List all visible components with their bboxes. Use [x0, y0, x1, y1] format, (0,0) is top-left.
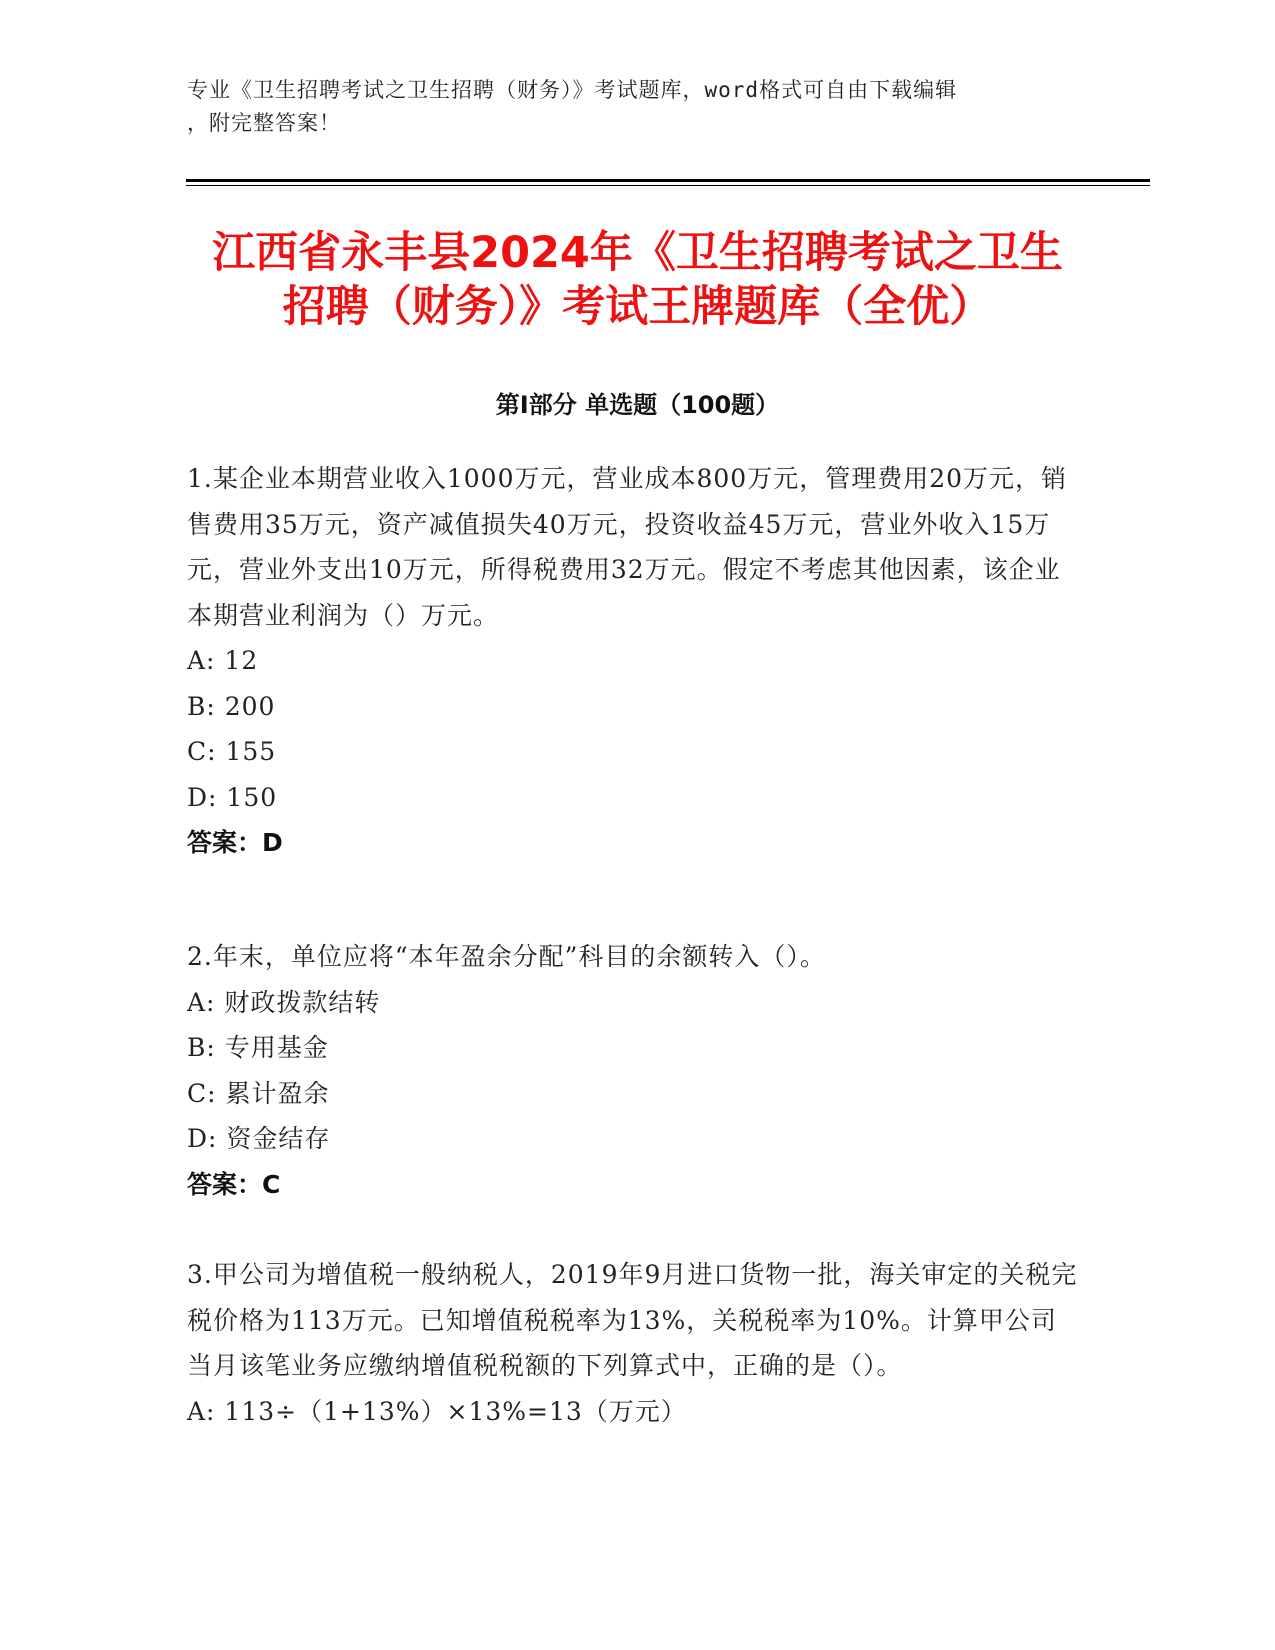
question-3 [187, 1252, 1082, 1434]
question-2-option-a: A: 财政拨款结转 [187, 987, 381, 1017]
question-1-option-a: A: 12 [187, 646, 259, 675]
question-1-text: 1.某企业本期营业收入1000万元，营业成本800万元，管理费用20万元，销售费用35万元，资产减值损失40万元，投资收益45万元，营业外收入15万元，营业外支出10万元，所得税费用32万元。假定不考虑其他因素，该企业本期营业利润为（）万元。 [187, 464, 1068, 630]
header-divider-thick [186, 179, 1150, 182]
question-2-text: 2.年末，单位应将“本年盈余分配”科目的余额转入（）。 [187, 942, 826, 971]
document-title [150, 226, 1125, 334]
question-2-option-d: D: 资金结存 [187, 1124, 331, 1153]
section-heading: 第Ⅰ部分 单选题（100题） [495, 391, 780, 419]
question-2 [187, 934, 1082, 1207]
header-note-line1: 专业《卫生招聘考试之卫生招聘（财务）》考试题库，word格式可自由下载编辑 [187, 78, 958, 102]
document-title-line1: 江西省永丰县2024年《卫生招聘考试之卫生 [212, 228, 1063, 278]
question-3-option-a: A: 113÷（1+13%）×13%=13（万元） [187, 1396, 687, 1426]
question-1-answer: 答案：D [187, 828, 283, 857]
question-2-answer: 答案：C [187, 1169, 281, 1199]
question-1-option-d: D: 150 [187, 782, 278, 812]
header-note-line2: ，附完整答案！ [187, 111, 341, 135]
header-note [187, 74, 1067, 140]
document-title-line2: 招聘（财务）》考试王牌题库（全优） [282, 282, 993, 332]
question-1-option-c: C: 155 [187, 737, 277, 766]
question-2-option-c: C: 累计盈余 [187, 1078, 330, 1108]
header-divider-thin [186, 185, 1150, 186]
question-1-option-b: B: 200 [187, 691, 276, 721]
question-3-text: 3.甲公司为增值税一般纳税人，2019年9月进口货物一批，海关审定的关税完税价格为113万元。已知增值税税率为13%，关税税率为10%。计算甲公司当月该笔业务应缴纳增值税税额的下列算式中，正确的是（）。 [187, 1260, 1078, 1380]
question-1 [187, 456, 1082, 866]
question-2-option-b: B: 专用基金 [187, 1033, 329, 1062]
